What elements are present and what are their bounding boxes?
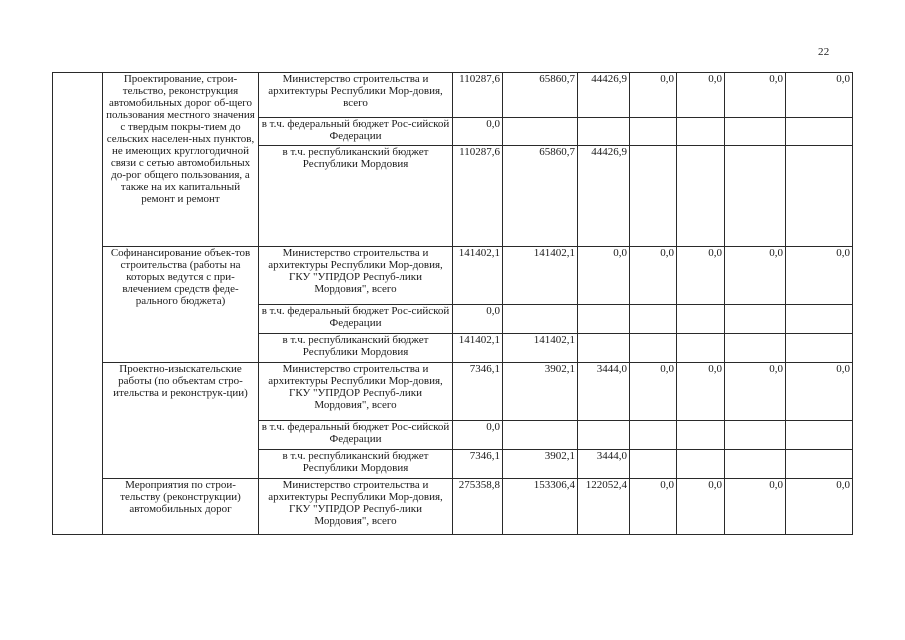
value-cell: 0,0: [453, 118, 503, 146]
table-row: [53, 73, 853, 118]
value-cell: [677, 450, 725, 479]
value-cell: 3444,0: [578, 450, 630, 479]
value-cell: 0,0: [786, 247, 853, 305]
value-cell: [725, 305, 786, 334]
value-cell: 0,0: [725, 247, 786, 305]
value-cell: [503, 305, 578, 334]
value-cell: 0,0: [786, 479, 853, 535]
value-cell: [630, 450, 677, 479]
value-cell: 7346,1: [453, 363, 503, 421]
value-cell: 3444,0: [578, 363, 630, 421]
executor-cell: в т.ч. республиканский бюджет Республики Мордовия: [259, 450, 453, 479]
value-cell: [578, 305, 630, 334]
value-cell: 0,0: [453, 421, 503, 450]
executor-cell: в т.ч. федеральный бюджет Рос-сийской Федерации: [259, 305, 453, 334]
activity-name: Мероприятия по строи-тельству (реконструкции) автомобильных дорог: [103, 479, 259, 535]
value-cell: [786, 450, 853, 479]
value-cell: [503, 421, 578, 450]
value-cell: [725, 421, 786, 450]
value-cell: [786, 334, 853, 363]
value-cell: [786, 146, 853, 247]
value-cell: [786, 118, 853, 146]
value-cell: 3902,1: [503, 450, 578, 479]
value-cell: 3902,1: [503, 363, 578, 421]
executor-cell: Министерство строительства и архитектуры Республики Мор-довия, ГКУ "УПРДОР Респуб-лики Мордовия", всего: [259, 363, 453, 421]
executor-cell: в т.ч. республиканский бюджет Республики Мордовия: [259, 146, 453, 247]
value-cell: 141402,1: [453, 334, 503, 363]
value-cell: 0,0: [786, 363, 853, 421]
table-row: [53, 479, 853, 535]
table-row: [53, 247, 853, 305]
value-cell: [677, 334, 725, 363]
value-cell: 122052,4: [578, 479, 630, 535]
executor-cell: Министерство строительства и архитектуры Республики Мор-довия, ГКУ "УПРДОР Респуб-лики Мордовия", всего: [259, 479, 453, 535]
value-cell: 0,0: [630, 73, 677, 118]
value-cell: 0,0: [677, 479, 725, 535]
value-cell: [630, 305, 677, 334]
value-cell: [677, 305, 725, 334]
value-cell: 0,0: [725, 363, 786, 421]
value-cell: 141402,1: [503, 334, 578, 363]
executor-cell: в т.ч. федеральный бюджет Рос-сийской Федерации: [259, 421, 453, 450]
activity-name: Проектно-изыскательские работы (по объектам стро-ительства и реконструк-ции): [103, 363, 259, 479]
value-cell: [677, 118, 725, 146]
value-cell: 44426,9: [578, 146, 630, 247]
value-cell: 110287,6: [453, 146, 503, 247]
value-cell: 0,0: [630, 247, 677, 305]
value-cell: 0,0: [453, 305, 503, 334]
value-cell: [677, 421, 725, 450]
value-cell: [503, 118, 578, 146]
value-cell: 0,0: [725, 73, 786, 118]
executor-cell: в т.ч. республиканский бюджет Республики Мордовия: [259, 334, 453, 363]
value-cell: 0,0: [630, 363, 677, 421]
value-cell: 65860,7: [503, 146, 578, 247]
value-cell: 0,0: [677, 73, 725, 118]
value-cell: [630, 334, 677, 363]
budget-table: [52, 72, 853, 535]
value-cell: 0,0: [578, 247, 630, 305]
page-number: 22: [818, 46, 830, 58]
value-cell: 0,0: [725, 479, 786, 535]
value-cell: 141402,1: [453, 247, 503, 305]
table-row: [53, 363, 853, 421]
value-cell: [677, 146, 725, 247]
value-cell: [725, 118, 786, 146]
value-cell: [578, 334, 630, 363]
value-cell: 0,0: [677, 363, 725, 421]
executor-cell: Министерство строительства и архитектуры Республики Мор-довия, всего: [259, 73, 453, 118]
value-cell: [578, 118, 630, 146]
value-cell: 7346,1: [453, 450, 503, 479]
value-cell: [725, 146, 786, 247]
value-cell: [725, 334, 786, 363]
number-column-cell: [53, 73, 103, 535]
value-cell: 275358,8: [453, 479, 503, 535]
value-cell: 65860,7: [503, 73, 578, 118]
value-cell: [630, 146, 677, 247]
value-cell: [630, 421, 677, 450]
value-cell: [786, 305, 853, 334]
value-cell: [630, 118, 677, 146]
value-cell: 0,0: [630, 479, 677, 535]
value-cell: [786, 421, 853, 450]
value-cell: [578, 421, 630, 450]
value-cell: [725, 450, 786, 479]
value-cell: 0,0: [786, 73, 853, 118]
value-cell: 153306,4: [503, 479, 578, 535]
activity-name: Проектирование, строи-тельство, реконструкция автомобильных дорог об-щего пользования местного значения с твердым покры-тием до сельских населен-ных пунктов, не имеющих круглогодичной связи с сетью автомобильных до-рог общего пользования, а также на их капитальный ремонт и ремонт: [103, 73, 259, 247]
value-cell: 44426,9: [578, 73, 630, 118]
executor-cell: в т.ч. федеральный бюджет Рос-сийской Федерации: [259, 118, 453, 146]
value-cell: 141402,1: [503, 247, 578, 305]
value-cell: 110287,6: [453, 73, 503, 118]
value-cell: 0,0: [677, 247, 725, 305]
activity-name: Софинансирование объек-тов строительства (работы на которых ведутся с при-влечением средств феде-рального бюджета): [103, 247, 259, 363]
executor-cell: Министерство строительства и архитектуры Республики Мор-довия, ГКУ "УПРДОР Респуб-лики Мордовия", всего: [259, 247, 453, 305]
